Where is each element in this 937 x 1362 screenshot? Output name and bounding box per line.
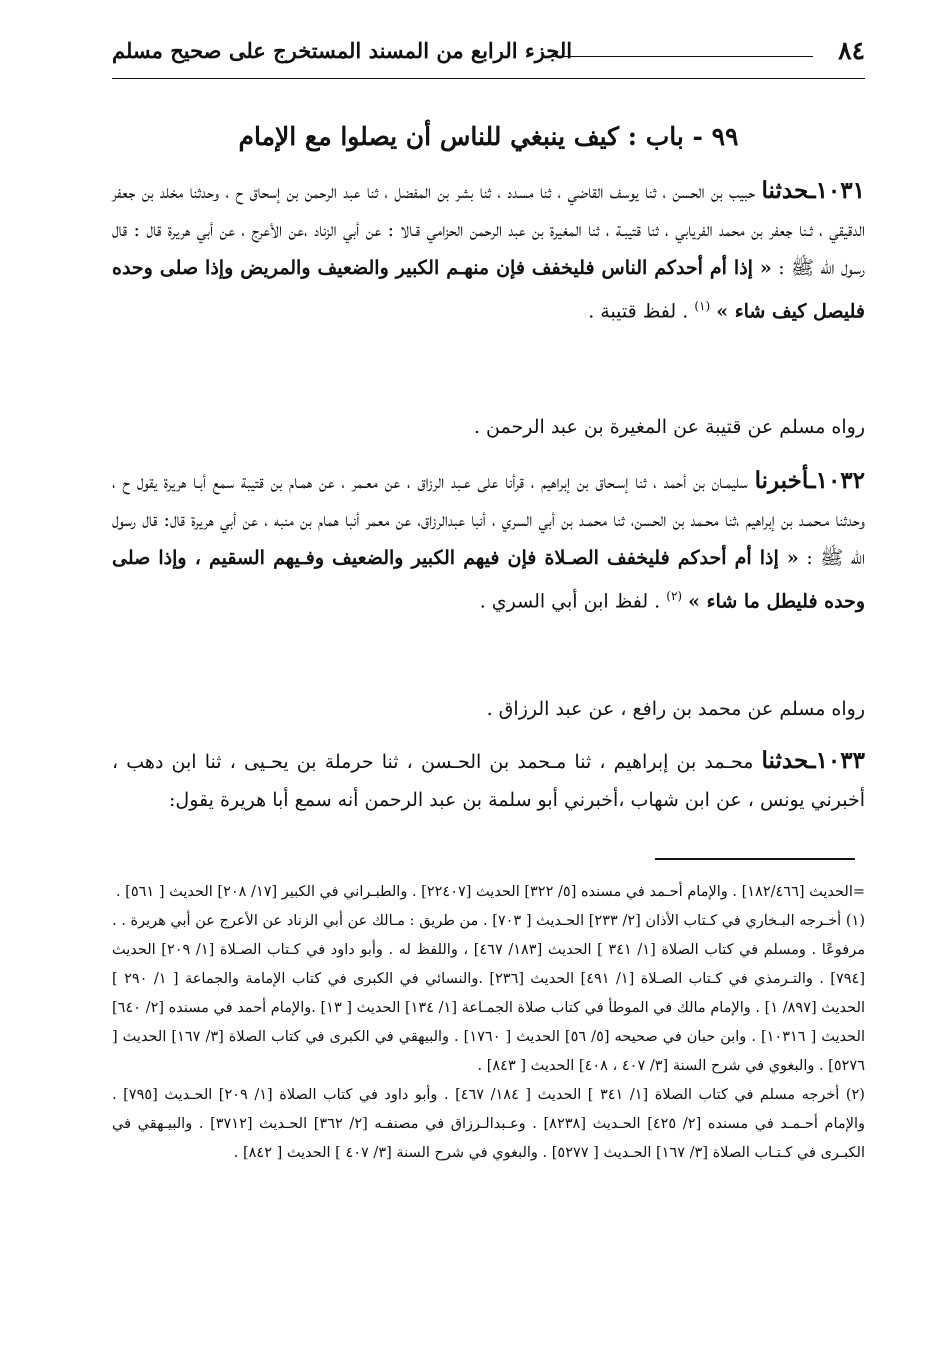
prophetic-quote: « إذا أم أحدكم فليخفف الصـلاة فإن فيهم الكبير والضعيف وفـيهم السقيم ، وإذا صلى وحده فليطل ما شاء » <box>112 547 865 613</box>
chapter-title: ٩٩ - باب : كيف ينبغي للناس أن يصلوا مع الإمام <box>238 122 739 151</box>
footnote-1: (١) أخـرجه البـخاري في كـتاب الأذان [٢/ ٢٣٣] الحـديث [ ٧٠٣] . من طريق : مـالك عن أبي الزناد عن الأعرج عن أبي هريرة . . مرفوعًا . ومسلم في كتاب الصلاة [١/ ٣٤١ ] الحديث [١٨٣/ ٤٦٧] ، واللفظ له . وأبو داود في كـتاب الصـلاة [١/ ٢٠٩] الحديث [٧٩٤] . والتـرمذي في كـتاب الصـلاة [١/ ٤٩١] الحديث [٢٣٦] .والنسائي في الكبرى في كتاب الإمامة والجماعة [ ١/ ٢٩٠ ] الحديث [٨٩٧/ ١] . والإمام مالك في الموطأ في كتاب صلاة الجمـاعة [١/ ١٣٤] الحديث [ ١٣] .والإمام أحمد في مسنده [٢/ ٦٤٠] الحديث [ ١٠٣١٦] . وابن حبان في صحيحه [٥/ ٥٦] الحديث [ ١٧٦٠] . والبيهقي في الكبرى في كتاب الصلاة [٣/ ١٦٧] الحديث [ ٥٢٧٦] . والبغوي في شرح السنة [٣/ ٤٠٧ ، ٤٠٨] الحديث [ ٨٤٣] . <box>112 913 865 1074</box>
hadith-keyword: أخبرنا <box>754 467 809 494</box>
riwaya-1031 <box>112 408 865 446</box>
footnote-2: (٢) أخرجه مسلم في كتاب الصلاة [١/ ٣٤١ ] الحديث [ ١٨٤/ ٤٦٧] . وأبو داود في كتاب الصلاة [١/ ٢٠٩] الحـديث [٧٩٥] . والإمام أحـمـد في مسنده [٢/ ٤٢٥] الحـديث [٨٢٣٨] . وعـبدالـرزاق في مصنفـه [٢/ ٣٦٢] الحـديث [٣٧١٢] . والبيـهقي في الكبـرى في كـتـاب الصلاة [٣/ ١٦٧] الحـديث [ ٥٢٧٧] . والبغوي في شرح السنة [٣/ ٤٠٧ ] الحديث [ ٨٤٢] . <box>112 1087 865 1161</box>
riwaya-1032 <box>112 690 865 728</box>
wording-note: . لفظ ابن أبي السري . <box>479 590 667 613</box>
isnad-text: محـمد بن إبراهيم ، ثنا مـحمد بن الحـسن ، ثنا حرملة بن يحـيى ، ثنا ابن دهب ، أخبرني يونس ، عن ابن شهاب ،أخبرني أبو سلمة بن عبد الرحمن أنه سمع أبا هريرة يقول: <box>112 751 865 811</box>
riwaya-line: رواه مسلم عن قتيبة عن المغيرة بن عبد الرحمن . <box>473 416 865 438</box>
hadith-1032 <box>112 462 865 620</box>
hadith-number: ١٠٣٢ـ <box>808 467 866 494</box>
hadith-1033 <box>112 742 865 819</box>
footnote-ref: (٢) <box>666 589 683 603</box>
footnote-continuation: =الحديث [١٨٢/٤٦٦] . والإمام أحـمد في مسنده [٥/ ٣٢٢] الحديث [٢٢٤٠٧] . والطبـراني في الكبير [١٧/ ٢٠٨] الحديث [ ٥٦١] . <box>115 884 865 900</box>
hadith-keyword: حدثنا <box>761 747 809 774</box>
prophetic-quote: « إذا أم أحدكم الناس فليخفف فإن منهـم الكبير والضعيف والمريض وإذا صلى وحده فليصل كيف شاء » <box>112 257 865 323</box>
footnote-ref: (١) <box>694 299 711 313</box>
isnad-text: حبيب بن الحسن ، ثنا يوسف القاضي ، ثنا مسدد ، ثنا بشر بن المفضل ، ثنا عبد الرحمن بن إسحاق ح ، وحدثنا مخلد بن جعفر الدقيقي ، ثـنا جعفر بن محمد الفريابي ، ثنا قتيبـة ، ثنا المغيرة بن عبد الرحمن الحزامي قـالا : عن أبي الزناد ،عن الأعرج ، عن أبي هريرة قال : قال رسول الله ﷺ : <box>112 181 865 279</box>
header-dash-rule <box>543 56 813 57</box>
hadith-paragraph <box>112 742 865 819</box>
isnad-text: سليمـان بن أحمد ، ثنا إسـحاق بن إبراهيم ، قرأنا على عـبد الرزاق ، عن معـمر ، عن همـام بن قتيبة سمع أبـا هريرة يقول ح ، وحدثنا مـحمـد بن إبراهيم ،ثنا محـمد بن الحسن، ثنا محمـد بن أبي السري ، أنبا عبدالرزاق، عن معمر أنبا همام بن منبه ، عن أبي هريرة قال: قال رسول الله ﷺ : <box>112 471 865 569</box>
wording-note: . لفظ قتيبة . <box>588 300 695 323</box>
hadith-number: ١٠٣٣ـ <box>808 747 865 774</box>
footnote-separator <box>655 858 855 860</box>
page-number: ٨٤ <box>838 36 865 65</box>
riwaya-line: رواه مسلم عن محمد بن رافع ، عن عبد الرزاق . <box>486 698 865 720</box>
running-header <box>112 36 865 76</box>
hadith-paragraph <box>112 462 865 620</box>
hadith-1031 <box>112 172 865 330</box>
running-title: الجزء الرابع من المسند المستخرج على صحيح مسلم <box>112 38 573 63</box>
header-underline <box>112 78 865 79</box>
hadith-keyword: حدثنا <box>761 177 809 204</box>
hadith-number: ١٠٣١ـ <box>808 177 865 204</box>
footnotes <box>112 878 865 1168</box>
hadith-paragraph <box>112 172 865 330</box>
